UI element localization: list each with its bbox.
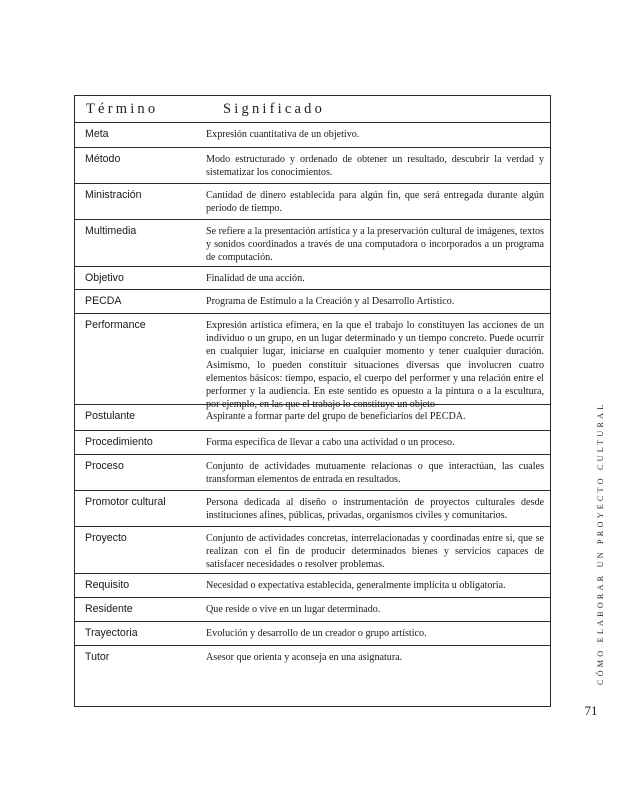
table-row: [75, 314, 550, 411]
table-body: [75, 123, 550, 706]
term-cell: Meta: [85, 128, 109, 140]
meaning-cell: Cantidad de dinero establecida para algún fin, que será entregada durante algún periodo de tiempo.: [206, 190, 544, 215]
table-row: [75, 148, 550, 184]
meaning-cell: Evolución y desarrollo de un creador o grupo artístico.: [206, 628, 427, 639]
header-meaning: Significado: [223, 100, 326, 117]
table-row: [75, 598, 550, 622]
term-cell: Residente: [85, 603, 133, 615]
term-cell: Promotor cultural: [85, 496, 166, 508]
table-row: [75, 455, 550, 491]
term-cell: Proceso: [85, 460, 124, 472]
table-row: [75, 491, 550, 527]
meaning-cell: Conjunto de actividades concretas, interrelacionadas y coordinadas entre sí, que se realizan con el fin de producir determinados bienes y servicios capaces de satisfacer necesidades o resolver problemas.: [206, 533, 544, 571]
term-cell: PECDA: [85, 295, 122, 307]
term-cell: Procedimiento: [85, 436, 153, 448]
table-row: [75, 622, 550, 646]
term-cell: Ministración: [85, 189, 142, 201]
term-cell: Objetivo: [85, 272, 124, 284]
meaning-cell: Programa de Estímulo a la Creación y al Desarrollo Artístico.: [206, 296, 455, 307]
term-cell: Multimedia: [85, 225, 137, 237]
term-cell: Método: [85, 153, 121, 165]
table-row: [75, 431, 550, 455]
meaning-cell: Necesidad o expectativa establecida, generalmente implícita u obligatoria.: [206, 580, 506, 591]
term-cell: Performance: [85, 319, 146, 331]
table-row: [75, 290, 550, 314]
meaning-cell: Modo estructurado y ordenado de obtener un resultado, descubrir la verdad y sistematizar los conocimientos.: [206, 154, 544, 179]
table-row: [75, 267, 550, 290]
meaning-cell: Expresión artística efímera, en la que el trabajo lo constituyen las acciones de un individuo o un grupo, en un lugar determinado y un tiempo concreto. Puede ocurrir en cualquier lugar, iniciarse en cualquier momento y tener cualquier duración. Asimismo, lo pueden constituir situaciones diversas que involucren cuatro elementos básicos: tiempo, espacio, el cuerpo del performer y una relación entre el performer y la audiencia. En este sentido es opuesto a la pintura o a la escultura, por ejemplo, en las que el trabajo lo constituye un objeto: [206, 320, 544, 411]
header-term: Término: [86, 100, 159, 117]
meaning-cell: Finalidad de una acción.: [206, 273, 305, 284]
table-row: [75, 527, 550, 574]
table-row: [75, 123, 550, 148]
term-cell: Proyecto: [85, 532, 127, 544]
glossary-table: [74, 95, 551, 707]
term-cell: Postulante: [85, 410, 136, 422]
table-row: [75, 184, 550, 220]
meaning-cell: Conjunto de actividades mutuamente relacionas o que interactúan, las cuales transforman elementos de entrada en resultados.: [206, 461, 544, 486]
table-row: [75, 646, 550, 706]
meaning-cell: Asesor que orienta y aconseja en una asignatura.: [206, 652, 403, 663]
term-cell: Trayectoria: [85, 627, 138, 639]
meaning-cell: Forma específica de llevar a cabo una actividad o un proceso.: [206, 437, 455, 448]
meaning-cell: Se refiere a la presentación artística y a la preservación cultural de imágenes, textos y sonidos coordinados a través de una computadora o incorporados a un programa de computación.: [206, 226, 544, 264]
term-cell: Requisito: [85, 579, 130, 591]
table-header: [75, 96, 550, 123]
meaning-cell: Persona dedicada al diseño o instrumentación de proyectos culturales desde instituciones afines, públicas, privadas, organismos civiles y comunitarios.: [206, 497, 544, 522]
meaning-cell: Aspirante a formar parte del grupo de beneficiarios del PECDA.: [206, 411, 466, 422]
page-number: 71: [584, 703, 598, 718]
table-row: [75, 574, 550, 598]
meaning-cell: Que reside o vive en un lugar determinado.: [206, 604, 381, 615]
spine-title: CÓMO ELABORAR UN PROYECTO CULTURAL: [596, 401, 605, 685]
meaning-cell: Expresión cuantitativa de un objetivo.: [206, 129, 360, 140]
table-row: [75, 220, 550, 267]
term-cell: Tutor: [85, 651, 110, 663]
table-row: [75, 405, 550, 431]
